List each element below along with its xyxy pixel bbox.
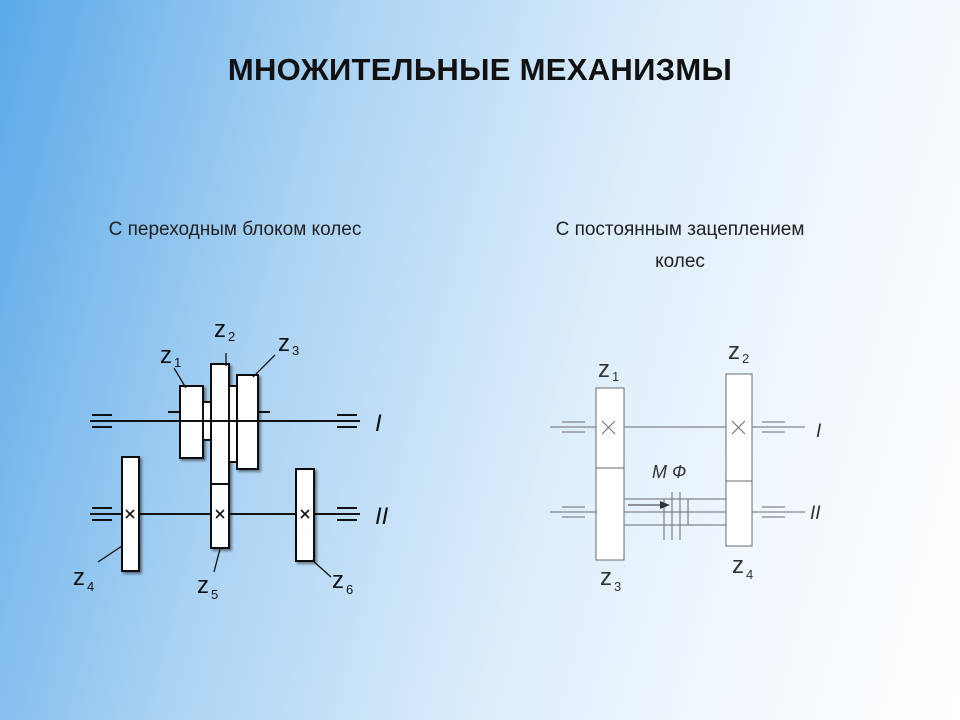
page-title: МНОЖИТЕЛЬНЫЕ МЕХАНИЗМЫ xyxy=(227,52,733,87)
left-label-z5: z $_5$ xyxy=(197,572,219,602)
right-labels xyxy=(598,338,822,594)
left-label-z6: z $_6$ xyxy=(332,567,354,597)
right-label-z4: z $_4$ xyxy=(732,552,754,582)
right-shaft-1 xyxy=(550,422,805,432)
right-gear-z1-z3 xyxy=(596,388,624,560)
left-label-z4: z $_4$ xyxy=(73,564,95,594)
left-diagram xyxy=(90,353,360,577)
left-gear-z2 xyxy=(211,364,229,548)
right-gear-z2-z4 xyxy=(726,374,752,546)
left-label-z3: z 3 xyxy=(278,330,300,358)
left-label-z2: z 2 xyxy=(214,316,236,344)
right-label-z1: z 1 xyxy=(598,356,620,384)
right-label-shaft-1: I xyxy=(816,421,822,442)
right-label-z3: z $_3$ xyxy=(600,564,622,594)
left-label-shaft-2: II xyxy=(375,503,389,530)
left-label-z1: z 1 xyxy=(160,342,182,370)
left-block-hub-2 xyxy=(229,386,237,462)
right-label-clutch: М Ф xyxy=(652,462,687,482)
right-shaft-2 xyxy=(550,507,805,517)
right-subtitle-line-2: колес xyxy=(655,251,705,272)
right-subtitle-line-1: С постоянным зацеплением xyxy=(555,219,805,240)
clutch-arrow-icon xyxy=(660,501,670,509)
right-label-shaft-2: II xyxy=(810,503,821,524)
right-label-z2: z 2 xyxy=(728,338,750,366)
left-label-shaft-1: I xyxy=(375,410,382,437)
right-clutch xyxy=(624,492,726,540)
left-diagram-subtitle: С переходным блоком колес xyxy=(108,219,362,240)
